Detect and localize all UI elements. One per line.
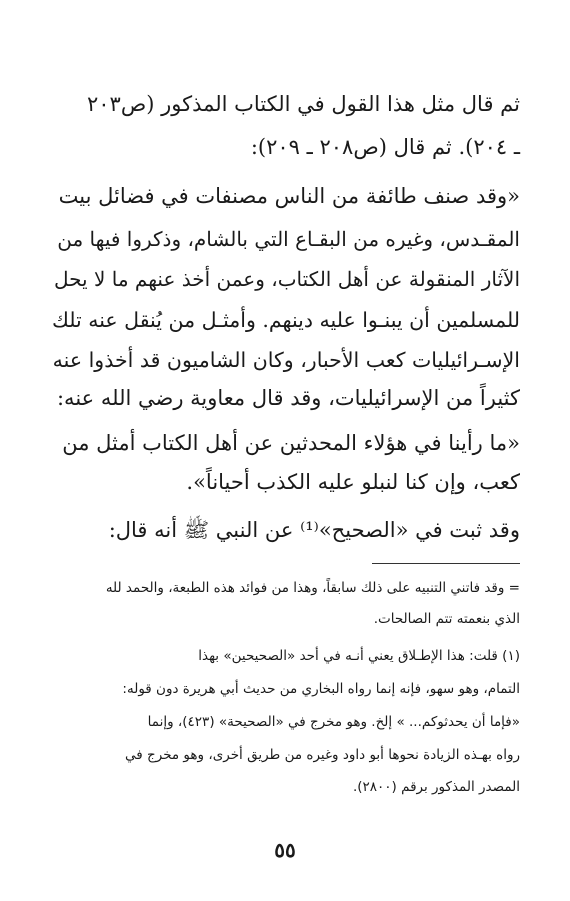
quote-line: كعب، وإن كنا لنبلو عليه الكذب أحياناً». — [186, 470, 520, 494]
footnote-line: «فإما أن يحدثوكم... » إلخ. وهو مخرج في «الصحيحة» (٤٢٣)، وإنما — [147, 714, 520, 730]
body-line: المقـدس، وغيره من البقـاع التي بالشام، وذكروا فيها من — [57, 227, 520, 251]
footnote-line: المصدر المذكور برقم (٢٨٠٠). — [352, 779, 520, 795]
body-line: للمسلمين أن يبنـوا عليه دينهم. وأمثـل من يُنقل عنه تلك — [51, 308, 520, 332]
body-line: وقد ثبت في «الصحيح»⁽¹⁾ عن النبي ﷺ أنه قال: — [108, 518, 520, 542]
body-line: ثم قال مثل هذا القول في الكتاب المذكور (ص٢٠٣ — [87, 92, 520, 116]
body-line: ـ ٢٠٤). ثم قال (ص٢٠٨ ـ ٢٠٩): — [250, 135, 520, 159]
body-line: «وقد صنف طائفة من الناس مصنفات في فضائل بيت — [58, 184, 520, 208]
page-number: ٥٥ — [274, 838, 296, 862]
quote-line: «ما رأينا في هؤلاء المحدثين عن أهل الكتاب أمثل من — [62, 431, 520, 455]
body-line: الإسـرائيليات كعب الأحبار، وكان الشاميون قد أخذوا عنه — [52, 348, 520, 372]
footnote-line: التمام، وهو سهو، فإنه إنما رواه البخاري من حديث أبي هريرة دون قوله: — [122, 681, 520, 697]
footnote-line: = وقد فاتني التنبيه على ذلك سابقاً، وهذا من فوائد هذه الطبعة، والحمد لله — [105, 580, 520, 596]
footnote-line: الذي بنعمته تتم الصالحات. — [373, 611, 520, 627]
body-line: كثيراً من الإسرائيليات، وقد قال معاوية رضي الله عنه: — [56, 386, 520, 410]
footnote-line: (١) قلت: هذا الإطـلاق يعني أنـه في أحد «الصحيحين» بهذا — [198, 648, 520, 664]
footnote-line: رواه بهـذه الزيادة نحوها أبو داود وغيره من طريق أخرى، وهو مخرج في — [125, 747, 520, 763]
body-line: الآثار المنقولة عن أهل الكتاب، وعمن أخذ عنهم ما لا يحل — [53, 267, 520, 291]
footnote-separator — [372, 563, 520, 564]
